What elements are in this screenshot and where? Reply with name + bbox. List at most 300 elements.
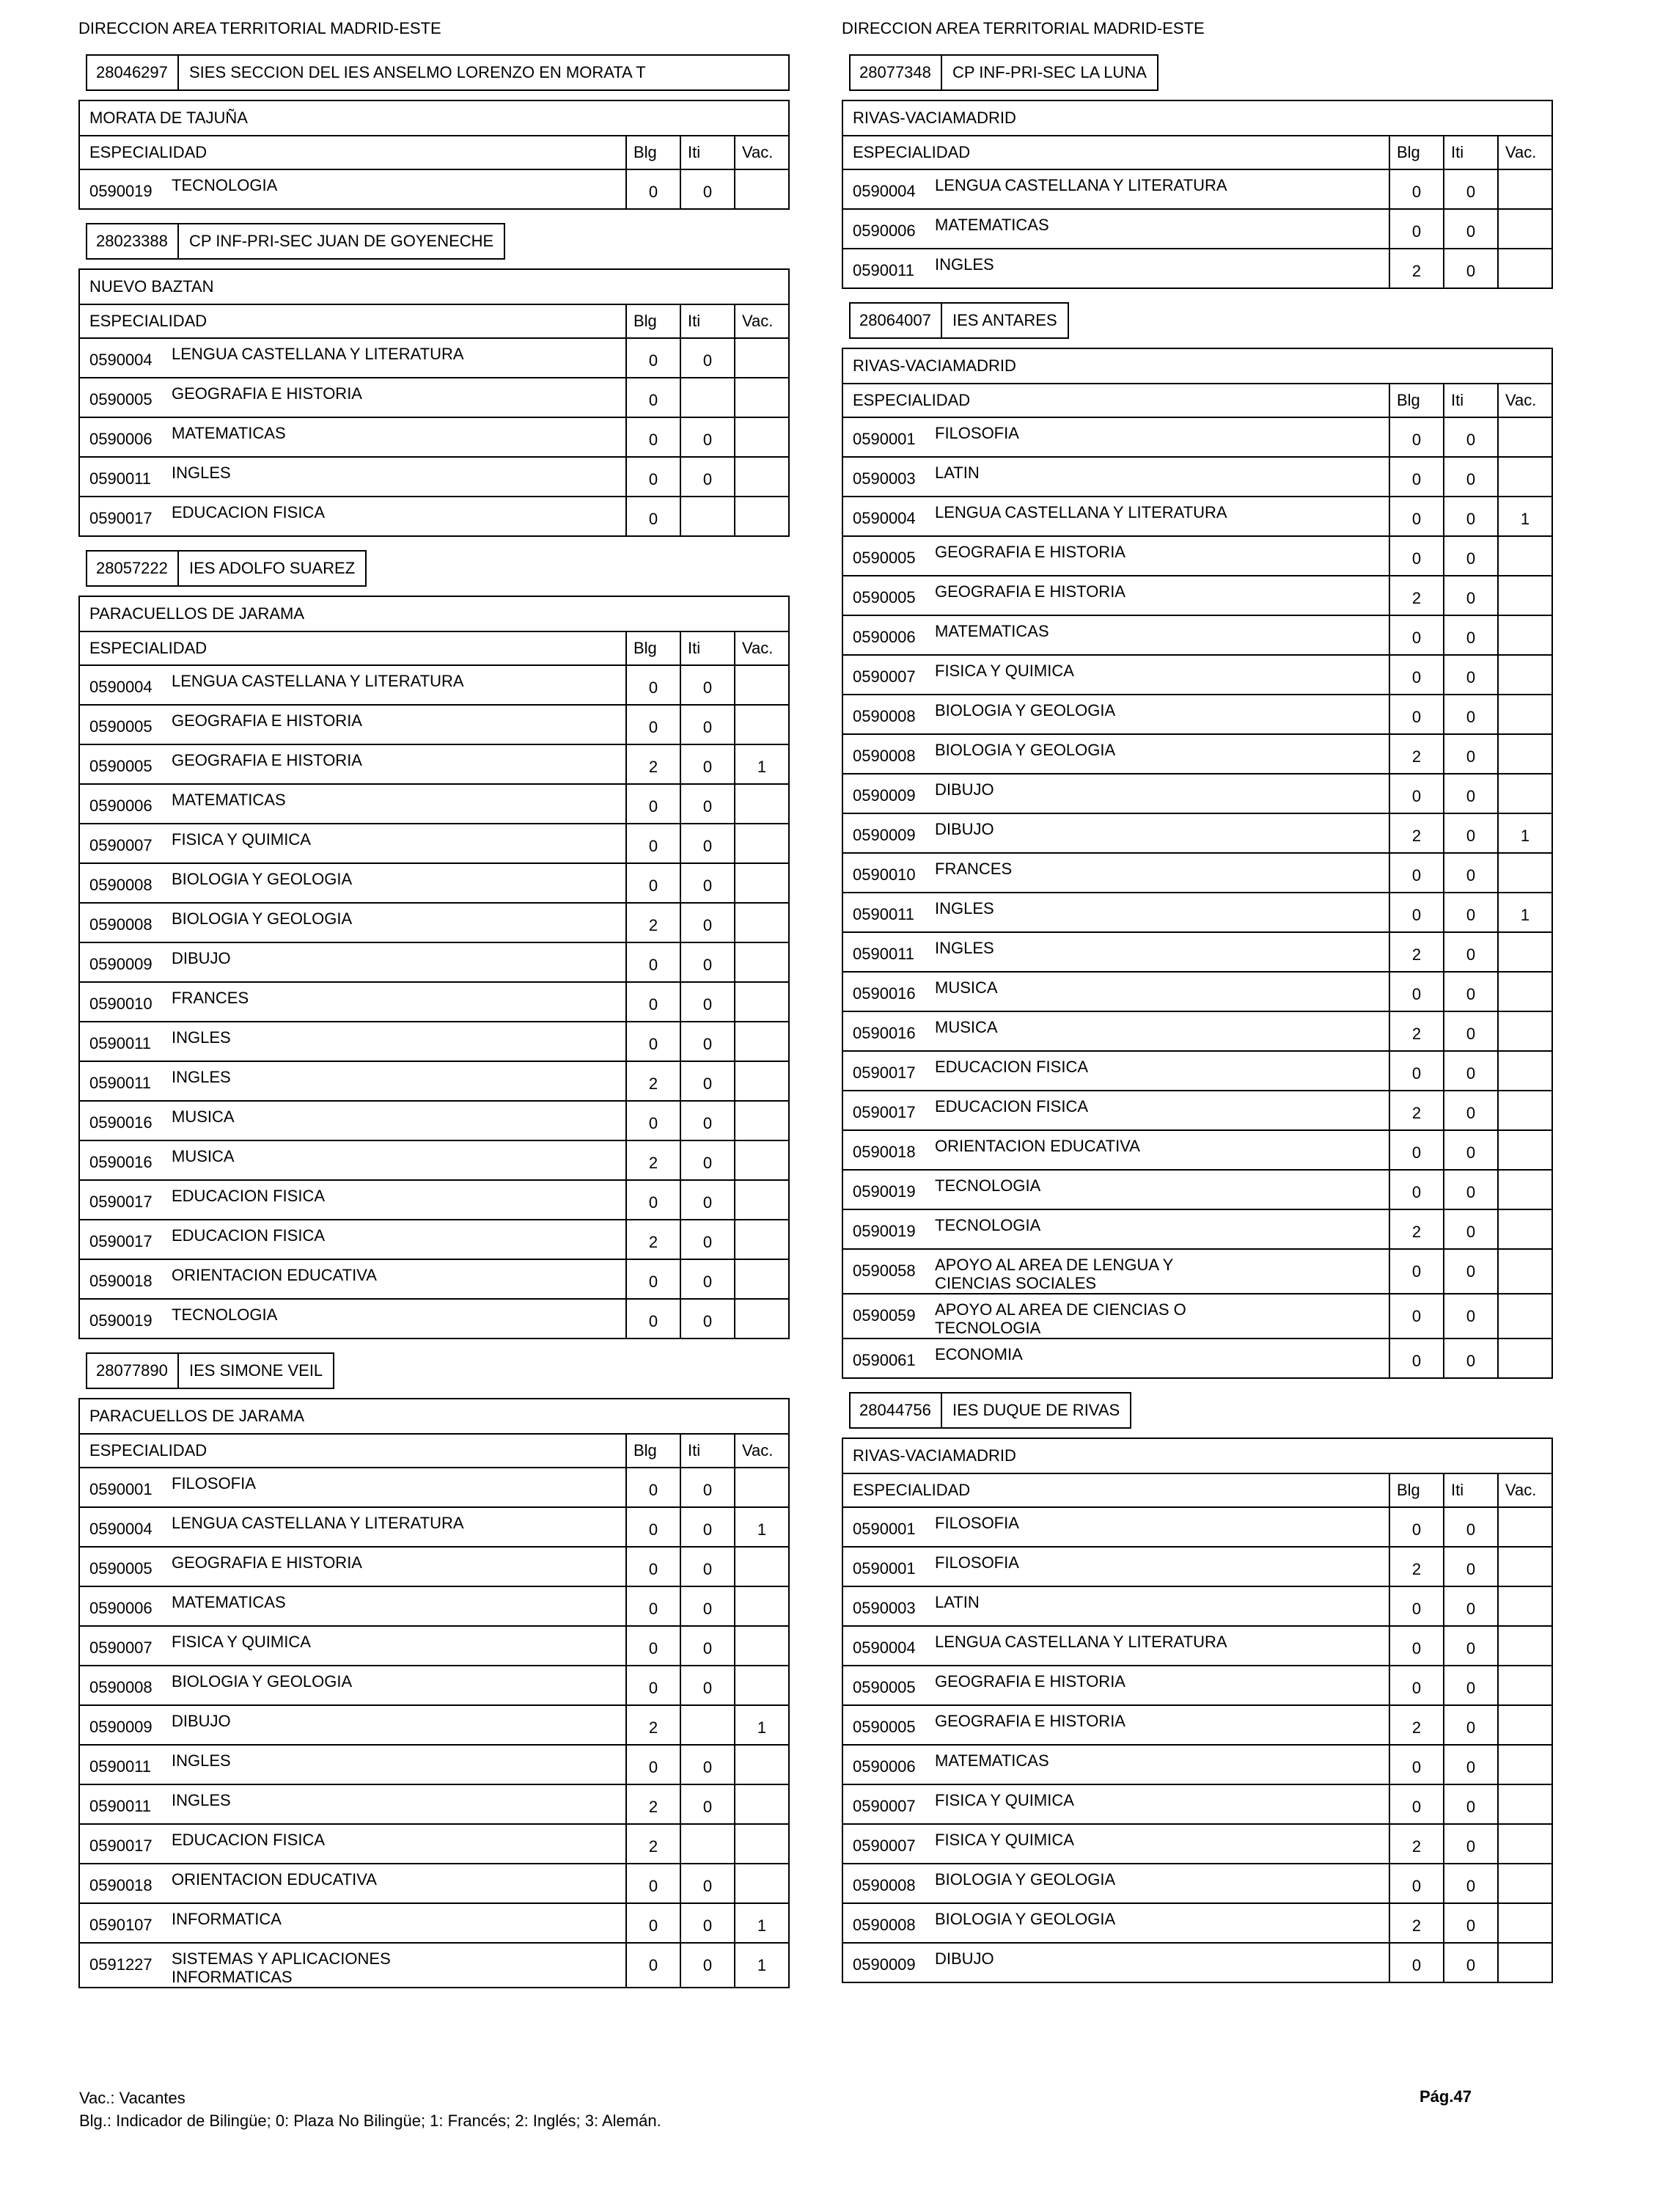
- vac-value: 1: [735, 1903, 789, 1943]
- iti-value: 0: [1444, 774, 1498, 813]
- spec-name: FILOSOFIA: [935, 1553, 1019, 1572]
- iti-value: 0: [1444, 1666, 1498, 1705]
- spec-name: DIBUJO: [935, 780, 994, 799]
- iti-value: 0: [680, 744, 735, 784]
- school-location: RIVAS-VACIAMADRID: [842, 348, 1552, 384]
- spec-name: DIBUJO: [172, 949, 231, 967]
- blg-value: 0: [626, 1022, 680, 1061]
- blg-value: 2: [626, 1705, 680, 1745]
- spec-code: 0590007: [853, 667, 916, 686]
- spec-cell: [79, 784, 626, 824]
- spec-row: [79, 1140, 789, 1180]
- iti-value: 0: [1444, 1249, 1498, 1294]
- spec-cell: [79, 665, 626, 705]
- vac-value: [1498, 1943, 1552, 1982]
- spec-cell: [79, 824, 626, 863]
- vac-value: [735, 903, 789, 942]
- iti-value: 0: [680, 169, 735, 209]
- blg-value: 0: [626, 1745, 680, 1784]
- blg-value: 0: [1389, 1249, 1444, 1294]
- vac-value: [1498, 1338, 1552, 1378]
- vac-value: [735, 1547, 789, 1586]
- spec-row: [842, 734, 1552, 774]
- vac-value: [735, 1824, 789, 1864]
- spec-row: [842, 1943, 1552, 1982]
- vac-value: [1498, 1626, 1552, 1666]
- school-block: [842, 302, 1553, 1379]
- footer-bilingue-legend: Blg.: Indicador de Bilingüe; 0: Plaza No Bilingüe; 1: Francés; 2: Inglés; 3: Alemán.: [79, 2112, 661, 2130]
- col-header-vac: Vac.: [1498, 384, 1552, 417]
- col-header-iti: Iti: [680, 136, 735, 169]
- spec-name: FISICA Y QUIMICA: [172, 1633, 311, 1651]
- vac-value: [1498, 972, 1552, 1011]
- vac-value: [1498, 1745, 1552, 1784]
- spec-code: 0590107: [89, 1916, 153, 1934]
- spec-cell: [79, 942, 626, 982]
- spec-row: [79, 497, 789, 536]
- iti-value: 0: [680, 417, 735, 457]
- vac-value: [735, 1468, 789, 1507]
- spec-name: BIOLOGIA Y GEOLOGIA: [935, 1910, 1116, 1928]
- vac-value: [735, 1666, 789, 1705]
- spec-code: 0590016: [853, 1024, 916, 1042]
- column-left-schools: [78, 54, 790, 1988]
- spec-row: [842, 169, 1552, 209]
- school-location: NUEVO BAZTAN: [79, 269, 789, 304]
- spec-header-row: [79, 1434, 789, 1468]
- spec-code: 0590017: [89, 1836, 153, 1855]
- spec-name: LATIN: [935, 1593, 980, 1611]
- iti-value: 0: [1444, 1051, 1498, 1091]
- spec-code: 0590009: [89, 955, 153, 973]
- spec-code: 0590006: [89, 796, 153, 815]
- spec-code: 0590006: [853, 628, 916, 646]
- spec-row: [842, 655, 1552, 695]
- iti-value: 0: [1444, 1011, 1498, 1051]
- spec-name: ORIENTACION EDUCATIVA: [172, 1266, 377, 1284]
- spec-row: [79, 863, 789, 903]
- spec-rows: [842, 169, 1552, 288]
- iti-value: 0: [1444, 1507, 1498, 1547]
- vac-value: [1498, 576, 1552, 615]
- spec-row: [842, 249, 1552, 288]
- school-name: CP INF-PRI-SEC JUAN DE GOYENECHE: [189, 232, 494, 250]
- vac-value: 1: [735, 1705, 789, 1745]
- spec-name: FISICA Y QUIMICA: [935, 662, 1074, 680]
- spec-code: 0590011: [853, 945, 915, 963]
- col-header-blg: Blg: [1389, 136, 1444, 169]
- col-header-blg: Blg: [1389, 1473, 1444, 1507]
- spec-code: 0590017: [853, 1103, 916, 1121]
- spec-name: INGLES: [172, 1068, 231, 1086]
- blg-value: 0: [1389, 1626, 1444, 1666]
- vac-value: [1498, 774, 1552, 813]
- spec-name: MATEMATICAS: [935, 622, 1049, 640]
- spec-rows: [842, 1507, 1552, 1982]
- blg-value: 2: [1389, 1705, 1444, 1745]
- spec-name: BIOLOGIA Y GEOLOGIA: [172, 870, 353, 888]
- spec-code: 0590001: [853, 430, 916, 448]
- col-header-iti: Iti: [1444, 136, 1498, 169]
- spec-name: MATEMATICAS: [935, 216, 1049, 234]
- spec-row: [842, 1011, 1552, 1051]
- vac-value: [735, 1101, 789, 1140]
- iti-value: 0: [680, 824, 735, 863]
- school-location: PARACUELLOS DE JARAMA: [79, 1399, 789, 1434]
- col-header-especialidad: ESPECIALIDAD: [79, 304, 626, 338]
- iti-value: 0: [1444, 734, 1498, 774]
- col-header-blg: Blg: [1389, 384, 1444, 417]
- spec-cell: [79, 1864, 626, 1903]
- iti-value: 0: [680, 784, 735, 824]
- spec-name: ORIENTACION EDUCATIVA: [935, 1137, 1140, 1155]
- spec-cell: [842, 1903, 1389, 1943]
- spec-row: [79, 705, 789, 744]
- vac-value: [735, 1784, 789, 1824]
- blg-value: 0: [1389, 1943, 1444, 1982]
- vac-value: [1498, 1091, 1552, 1130]
- spec-row: [842, 1547, 1552, 1586]
- iti-value: 0: [1444, 1091, 1498, 1130]
- spec-code: 0590006: [853, 221, 916, 240]
- spec-row: [842, 1294, 1552, 1338]
- iti-value: 0: [680, 1666, 735, 1705]
- school-header: [86, 1352, 334, 1389]
- school-block: [78, 223, 790, 537]
- blg-value: 0: [626, 1259, 680, 1299]
- spec-cell: [79, 1943, 626, 1988]
- spec-cell: [79, 1507, 626, 1547]
- iti-value: 0: [680, 1220, 735, 1259]
- page-number: Pág.47: [1420, 2087, 1472, 2106]
- iti-value: 0: [1444, 1338, 1498, 1378]
- iti-value: 0: [1444, 615, 1498, 655]
- col-header-iti: Iti: [680, 304, 735, 338]
- spec-code: 0590009: [853, 786, 916, 805]
- iti-value: 0: [1444, 932, 1498, 972]
- spec-cell: [79, 169, 626, 209]
- spec-name: ECONOMIA: [935, 1345, 1023, 1363]
- iti-value: 0: [1444, 813, 1498, 853]
- blg-value: 2: [1389, 1903, 1444, 1943]
- spec-table: [842, 348, 1553, 1379]
- spec-name: BIOLOGIA Y GEOLOGIA: [172, 909, 353, 928]
- col-header-blg: Blg: [626, 136, 680, 169]
- vac-value: [1498, 1824, 1552, 1864]
- school-header: [86, 550, 367, 587]
- spec-row: [842, 457, 1552, 497]
- spec-name: FILOSOFIA: [935, 1514, 1019, 1532]
- spec-cell: [79, 1903, 626, 1943]
- col-header-vac: Vac.: [735, 136, 789, 169]
- spec-cell: [79, 1468, 626, 1507]
- spec-code: 0590016: [853, 984, 916, 1003]
- spec-row: [79, 1784, 789, 1824]
- spec-row: [79, 784, 789, 824]
- blg-value: 0: [1389, 457, 1444, 497]
- spec-row: [79, 1507, 789, 1547]
- spec-cell: [79, 744, 626, 784]
- spec-code: 0590004: [853, 182, 916, 200]
- iti-value: 0: [1444, 655, 1498, 695]
- spec-code: 0590008: [89, 1678, 153, 1696]
- spec-table: [78, 268, 790, 537]
- spec-name: GEOGRAFIA E HISTORIA: [172, 751, 362, 769]
- vac-value: 1: [735, 1507, 789, 1547]
- vac-value: [735, 1299, 789, 1338]
- spec-name: INGLES: [172, 1028, 231, 1047]
- vac-value: 1: [735, 1943, 789, 1988]
- spec-header-row: [842, 384, 1552, 417]
- blg-value: 2: [1389, 1547, 1444, 1586]
- spec-name: INGLES: [172, 1791, 231, 1809]
- spec-name: EDUCACION FISICA: [935, 1097, 1089, 1116]
- spec-code: 0590004: [89, 1520, 153, 1538]
- spec-row: [79, 744, 789, 784]
- spec-cell: [842, 576, 1389, 615]
- vac-value: [1498, 695, 1552, 734]
- vac-value: [735, 942, 789, 982]
- spec-cell: [842, 615, 1389, 655]
- iti-value: 0: [680, 1943, 735, 1988]
- vac-value: [735, 169, 789, 209]
- blg-value: 0: [1389, 1666, 1444, 1705]
- spec-row: [842, 893, 1552, 932]
- vac-value: [735, 1259, 789, 1299]
- location-row: [79, 100, 789, 136]
- spec-row: [842, 1745, 1552, 1784]
- spec-row: [79, 1864, 789, 1903]
- spec-row: [842, 695, 1552, 734]
- iti-value: 0: [680, 1101, 735, 1140]
- spec-code: 0590003: [853, 469, 916, 488]
- spec-name: TECNOLOGIA: [172, 1305, 278, 1324]
- iti-value: 0: [680, 665, 735, 705]
- spec-cell: [842, 1626, 1389, 1666]
- spec-name: FRANCES: [172, 989, 249, 1007]
- spec-code: 0590001: [853, 1559, 916, 1578]
- blg-value: 0: [1389, 1294, 1444, 1338]
- school-code: 28057222: [87, 552, 179, 585]
- spec-name: INFORMATICA: [172, 1910, 282, 1928]
- vac-value: [1498, 1130, 1552, 1170]
- spec-table: [78, 1398, 790, 1988]
- blg-value: 0: [626, 705, 680, 744]
- spec-code: 0590016: [89, 1153, 153, 1171]
- vac-value: [1498, 536, 1552, 576]
- blg-value: 2: [626, 1784, 680, 1824]
- spec-name: GEOGRAFIA E HISTORIA: [172, 384, 362, 403]
- spec-cell: [842, 1294, 1389, 1338]
- spec-cell: [842, 1011, 1389, 1051]
- spec-header-row: [79, 136, 789, 169]
- spec-row: [79, 1745, 789, 1784]
- spec-rows: [79, 1468, 789, 1988]
- spec-row: [79, 824, 789, 863]
- blg-value: 0: [1389, 1784, 1444, 1824]
- spec-row: [79, 1180, 789, 1220]
- spec-cell: [842, 1338, 1389, 1378]
- spec-cell: [842, 1091, 1389, 1130]
- spec-row: [79, 378, 789, 417]
- school-name: CP INF-PRI-SEC LA LUNA: [952, 63, 1147, 81]
- spec-name: MATEMATICAS: [172, 791, 286, 809]
- iti-value: 0: [1444, 1864, 1498, 1903]
- spec-row: [79, 1220, 789, 1259]
- blg-value: 2: [1389, 813, 1444, 853]
- spec-row: [79, 1903, 789, 1943]
- spec-row: [79, 1626, 789, 1666]
- blg-value: 0: [1389, 1170, 1444, 1209]
- spec-cell: [842, 813, 1389, 853]
- blg-value: 0: [626, 824, 680, 863]
- spec-row: [842, 1209, 1552, 1249]
- spec-name: FILOSOFIA: [172, 1474, 256, 1493]
- spec-row: [842, 932, 1552, 972]
- spec-name: BIOLOGIA Y GEOLOGIA: [172, 1672, 353, 1691]
- blg-value: 2: [1389, 1091, 1444, 1130]
- vac-value: [1498, 169, 1552, 209]
- col-header-especialidad: ESPECIALIDAD: [79, 136, 626, 169]
- school-code: 28077348: [851, 56, 942, 89]
- spec-row: [79, 1022, 789, 1061]
- spec-header-row: [842, 1473, 1552, 1507]
- spec-cell: [79, 1022, 626, 1061]
- spec-code: 0590004: [853, 1638, 916, 1657]
- iti-value: [680, 378, 735, 417]
- spec-code: 0590011: [89, 1034, 152, 1052]
- spec-name: BIOLOGIA Y GEOLOGIA: [935, 1870, 1116, 1889]
- blg-value: 0: [1389, 655, 1444, 695]
- spec-cell: [842, 1784, 1389, 1824]
- spec-name: GEOGRAFIA E HISTORIA: [935, 1672, 1125, 1691]
- spec-name: APOYO AL AREA DE CIENCIAS O TECNOLOGIA: [935, 1300, 1186, 1337]
- blg-value: 0: [626, 784, 680, 824]
- vac-value: [735, 1180, 789, 1220]
- iti-value: 0: [1444, 1784, 1498, 1824]
- vac-value: [735, 497, 789, 536]
- spec-cell: [842, 1943, 1389, 1982]
- spec-table: [78, 596, 790, 1339]
- blg-value: 0: [1389, 417, 1444, 457]
- iti-value: 0: [1444, 536, 1498, 576]
- spec-row: [79, 903, 789, 942]
- blg-value: 0: [626, 1299, 680, 1338]
- spec-code: 0590011: [853, 905, 915, 923]
- spec-name: EDUCACION FISICA: [172, 1226, 326, 1245]
- spec-name: GEOGRAFIA E HISTORIA: [935, 582, 1125, 601]
- page-header-left: DIRECCION AREA TERRITORIAL MADRID-ESTE: [78, 19, 441, 37]
- blg-value: 0: [626, 1586, 680, 1626]
- vac-value: 1: [1498, 893, 1552, 932]
- spec-row: [842, 1903, 1552, 1943]
- spec-cell: [79, 1220, 626, 1259]
- school-location: PARACUELLOS DE JARAMA: [79, 596, 789, 631]
- school-name: IES ANTARES: [952, 311, 1057, 329]
- spec-code: 0590019: [89, 1311, 153, 1330]
- spec-row: [842, 536, 1552, 576]
- school-name: IES DUQUE DE RIVAS: [952, 1401, 1120, 1419]
- spec-name: EDUCACION FISICA: [935, 1058, 1089, 1076]
- iti-value: 0: [1444, 1745, 1498, 1784]
- vac-value: [1498, 1705, 1552, 1745]
- spec-name: FISICA Y QUIMICA: [935, 1791, 1074, 1809]
- spec-row: [79, 982, 789, 1022]
- blg-value: 0: [626, 1101, 680, 1140]
- location-row: [79, 269, 789, 304]
- iti-value: 0: [1444, 576, 1498, 615]
- spec-code: 0590006: [853, 1757, 916, 1776]
- spec-row: [842, 1586, 1552, 1626]
- col-header-iti: Iti: [1444, 1473, 1498, 1507]
- spec-cell: [842, 417, 1389, 457]
- school-name: IES ADOLFO SUAREZ: [189, 559, 356, 577]
- spec-row: [842, 1249, 1552, 1294]
- iti-value: 0: [1444, 249, 1498, 288]
- iti-value: 0: [1444, 972, 1498, 1011]
- iti-value: 0: [1444, 695, 1498, 734]
- vac-value: [735, 1745, 789, 1784]
- spec-code: 0590008: [853, 1916, 916, 1934]
- spec-code: 0590005: [89, 717, 153, 736]
- spec-row: [79, 1547, 789, 1586]
- spec-header-row: [842, 136, 1552, 169]
- spec-name: ORIENTACION EDUCATIVA: [172, 1870, 377, 1889]
- column-right: [842, 19, 1553, 1988]
- spec-name: BIOLOGIA Y GEOLOGIA: [935, 701, 1116, 719]
- blg-value: 0: [1389, 774, 1444, 813]
- spec-code: 0590018: [853, 1143, 916, 1161]
- spec-row: [842, 813, 1552, 853]
- spec-table: [78, 100, 790, 210]
- blg-value: 0: [1389, 695, 1444, 734]
- spec-rows: [79, 169, 789, 209]
- blg-value: 0: [1389, 1864, 1444, 1903]
- blg-value: 0: [1389, 1586, 1444, 1626]
- spec-cell: [842, 1824, 1389, 1864]
- blg-value: 0: [1389, 893, 1444, 932]
- col-header-blg: Blg: [626, 304, 680, 338]
- spec-code: 0590017: [89, 1232, 153, 1250]
- vac-value: [735, 338, 789, 378]
- spec-code: 0591227: [89, 1955, 153, 1974]
- vac-value: [1498, 1170, 1552, 1209]
- spec-row: [79, 1586, 789, 1626]
- vac-value: [1498, 1051, 1552, 1091]
- blg-value: 2: [1389, 249, 1444, 288]
- spec-row: [79, 1259, 789, 1299]
- iti-value: 0: [680, 942, 735, 982]
- spec-code: 0590058: [853, 1261, 916, 1280]
- vac-value: [735, 417, 789, 457]
- spec-cell: [79, 1180, 626, 1220]
- iti-value: 0: [680, 1784, 735, 1824]
- spec-name: TECNOLOGIA: [935, 1216, 1041, 1234]
- school-code: 28023388: [87, 224, 179, 258]
- spec-row: [842, 774, 1552, 813]
- spec-cell: [79, 1626, 626, 1666]
- spec-cell: [842, 249, 1389, 288]
- location-row: [79, 1399, 789, 1434]
- blg-value: 0: [626, 1903, 680, 1943]
- school-block: [842, 1392, 1553, 1983]
- spec-name: FISICA Y QUIMICA: [935, 1831, 1074, 1849]
- col-header-vac: Vac.: [1498, 1473, 1552, 1507]
- iti-value: 0: [680, 705, 735, 744]
- vac-value: [1498, 1864, 1552, 1903]
- spec-cell: [79, 1784, 626, 1824]
- iti-value: 0: [680, 457, 735, 497]
